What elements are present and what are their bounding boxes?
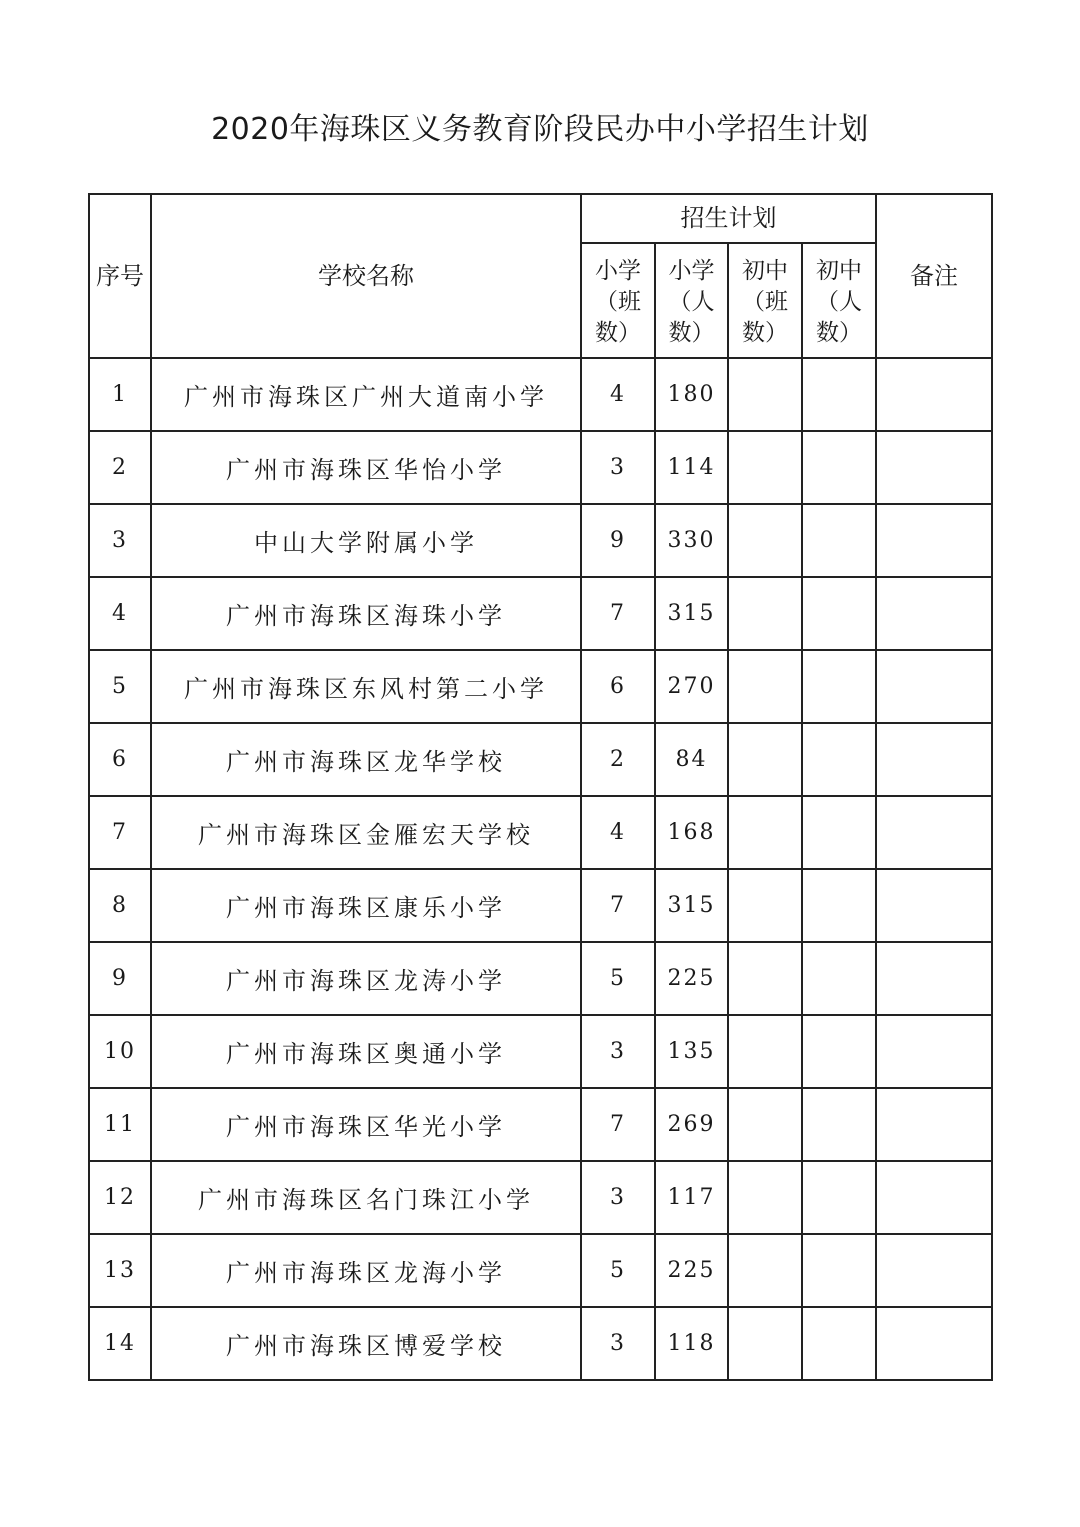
header-line: 初中 (742, 258, 788, 284)
table-row (89, 577, 992, 650)
cell-school-name: 广州市海珠区华光小学 (151, 1088, 581, 1161)
table-row (89, 504, 992, 577)
cell-primary-students: 180 (655, 358, 728, 431)
cell-school-name: 广州市海珠区广州大道南小学 (151, 358, 581, 431)
cell-school-name: 广州市海珠区奥通小学 (151, 1015, 581, 1088)
cell-seq: 4 (89, 577, 151, 650)
cell-junior-students (802, 1307, 876, 1380)
cell-school-name: 广州市海珠区博爱学校 (151, 1307, 581, 1380)
header-seq: 序号 (89, 194, 151, 358)
cell-junior-classes (728, 577, 802, 650)
header-line: 数） (816, 320, 862, 346)
cell-primary-classes: 3 (581, 1307, 655, 1380)
cell-school-name: 广州市海珠区龙华学校 (151, 723, 581, 796)
header-line: （班 (742, 289, 788, 315)
table-row (89, 796, 992, 869)
table-row (89, 869, 992, 942)
cell-seq: 14 (89, 1307, 151, 1380)
cell-school-name: 广州市海珠区华怡小学 (151, 431, 581, 504)
cell-junior-students (802, 1234, 876, 1307)
header-line: 小学 (668, 258, 715, 284)
cell-primary-students: 135 (655, 1015, 728, 1088)
cell-seq: 3 (89, 504, 151, 577)
header-school-name: 学校名称 (151, 194, 581, 358)
cell-primary-students: 315 (655, 869, 728, 942)
cell-school-name: 广州市海珠区龙涛小学 (151, 942, 581, 1015)
cell-junior-students (802, 650, 876, 723)
cell-junior-classes (728, 1307, 802, 1380)
table-body (89, 358, 992, 1380)
table-row (89, 650, 992, 723)
cell-junior-classes (728, 1234, 802, 1307)
cell-school-name: 广州市海珠区康乐小学 (151, 869, 581, 942)
cell-junior-classes (728, 942, 802, 1015)
cell-junior-students (802, 1088, 876, 1161)
cell-junior-students (802, 942, 876, 1015)
cell-junior-classes (728, 1088, 802, 1161)
cell-primary-students: 118 (655, 1307, 728, 1380)
cell-junior-classes (728, 650, 802, 723)
header-line: 数） (595, 320, 641, 346)
cell-junior-students (802, 577, 876, 650)
cell-primary-students: 114 (655, 431, 728, 504)
cell-junior-students (802, 358, 876, 431)
cell-seq: 6 (89, 723, 151, 796)
header-line: （人 (816, 289, 862, 315)
cell-seq: 13 (89, 1234, 151, 1307)
cell-primary-students: 330 (655, 504, 728, 577)
cell-primary-classes: 3 (581, 1015, 655, 1088)
cell-school-name: 中山大学附属小学 (151, 504, 581, 577)
header-junior-classes (728, 243, 802, 358)
header-enrollment-plan: 招生计划 (581, 194, 876, 243)
table-row (89, 1088, 992, 1161)
cell-remarks (876, 650, 992, 723)
cell-remarks (876, 431, 992, 504)
cell-primary-students: 315 (655, 577, 728, 650)
cell-primary-classes: 7 (581, 869, 655, 942)
cell-primary-classes: 3 (581, 431, 655, 504)
cell-remarks (876, 358, 992, 431)
table-row (89, 358, 992, 431)
cell-primary-classes: 2 (581, 723, 655, 796)
cell-remarks (876, 1307, 992, 1380)
cell-remarks (876, 869, 992, 942)
cell-primary-students: 168 (655, 796, 728, 869)
page-title: 2020年海珠区义务教育阶段民办中小学招生计划 (211, 112, 869, 147)
header-primary-classes (581, 243, 655, 358)
cell-remarks (876, 1015, 992, 1088)
table-header (89, 194, 992, 358)
table-row (89, 1015, 992, 1088)
cell-remarks (876, 942, 992, 1015)
enrollment-plan-table (88, 193, 993, 1381)
header-line: （人 (668, 289, 715, 315)
cell-remarks (876, 1088, 992, 1161)
cell-junior-students (802, 869, 876, 942)
cell-junior-classes (728, 796, 802, 869)
header-line: 小学 (595, 258, 641, 284)
cell-remarks (876, 796, 992, 869)
cell-school-name: 广州市海珠区龙海小学 (151, 1234, 581, 1307)
cell-primary-students: 225 (655, 942, 728, 1015)
cell-junior-classes (728, 1161, 802, 1234)
cell-junior-classes (728, 504, 802, 577)
cell-junior-classes (728, 1015, 802, 1088)
cell-junior-students (802, 431, 876, 504)
cell-school-name: 广州市海珠区东风村第二小学 (151, 650, 581, 723)
cell-junior-classes (728, 358, 802, 431)
table-row (89, 723, 992, 796)
cell-junior-students (802, 723, 876, 796)
cell-primary-classes: 5 (581, 1234, 655, 1307)
cell-school-name: 广州市海珠区金雁宏天学校 (151, 796, 581, 869)
cell-primary-classes: 4 (581, 796, 655, 869)
cell-junior-classes (728, 431, 802, 504)
cell-primary-students: 117 (655, 1161, 728, 1234)
cell-seq: 9 (89, 942, 151, 1015)
cell-remarks (876, 504, 992, 577)
cell-primary-classes: 4 (581, 358, 655, 431)
cell-primary-students: 84 (655, 723, 728, 796)
cell-primary-classes: 7 (581, 577, 655, 650)
cell-primary-classes: 3 (581, 1161, 655, 1234)
cell-remarks (876, 1234, 992, 1307)
cell-primary-classes: 6 (581, 650, 655, 723)
cell-junior-classes (728, 723, 802, 796)
cell-seq: 10 (89, 1015, 151, 1088)
cell-school-name: 广州市海珠区海珠小学 (151, 577, 581, 650)
header-line: （班 (595, 289, 641, 315)
header-line: 数） (668, 320, 715, 346)
cell-remarks (876, 1161, 992, 1234)
cell-primary-classes: 9 (581, 504, 655, 577)
cell-junior-classes (728, 869, 802, 942)
header-primary-students (655, 243, 728, 358)
cell-junior-students (802, 504, 876, 577)
cell-junior-students (802, 796, 876, 869)
cell-primary-classes: 5 (581, 942, 655, 1015)
cell-remarks (876, 723, 992, 796)
header-line: 数） (742, 320, 788, 346)
cell-seq: 5 (89, 650, 151, 723)
header-junior-students (802, 243, 876, 358)
table-row (89, 1307, 992, 1380)
cell-seq: 12 (89, 1161, 151, 1234)
cell-primary-students: 225 (655, 1234, 728, 1307)
cell-seq: 7 (89, 796, 151, 869)
cell-school-name: 广州市海珠区名门珠江小学 (151, 1161, 581, 1234)
header-line: 初中 (816, 258, 862, 284)
cell-primary-classes: 7 (581, 1088, 655, 1161)
table-row (89, 1161, 992, 1234)
cell-seq: 11 (89, 1088, 151, 1161)
table-row (89, 431, 992, 504)
cell-primary-students: 269 (655, 1088, 728, 1161)
table-row (89, 942, 992, 1015)
table-row (89, 1234, 992, 1307)
cell-remarks (876, 577, 992, 650)
cell-seq: 2 (89, 431, 151, 504)
cell-seq: 1 (89, 358, 151, 431)
header-remarks: 备注 (876, 194, 992, 358)
cell-junior-students (802, 1015, 876, 1088)
cell-seq: 8 (89, 869, 151, 942)
cell-junior-students (802, 1161, 876, 1234)
cell-primary-students: 270 (655, 650, 728, 723)
